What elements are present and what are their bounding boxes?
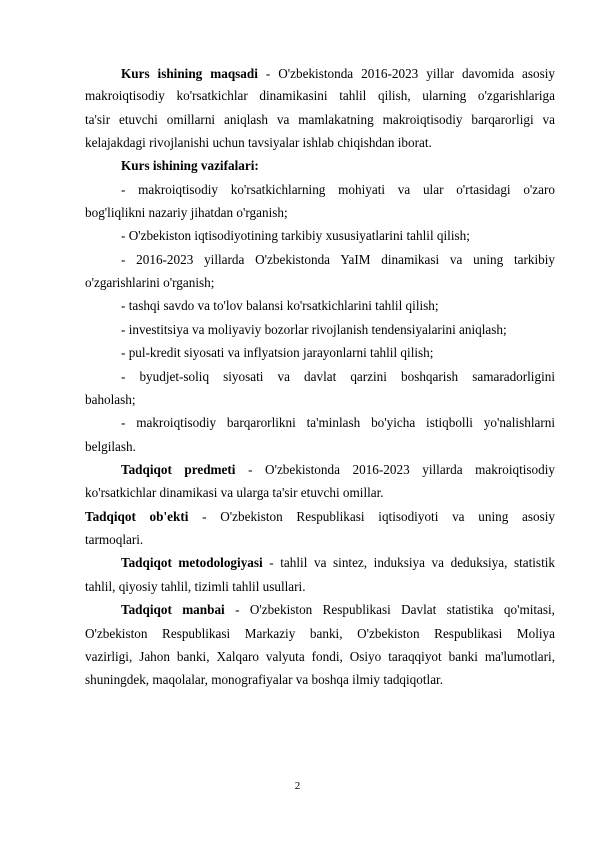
purpose-line-3: ta'sir etuvchi omillarni aniqlash va mamlakatning makroiqtisodiy barqarorligi va bbox=[85, 112, 555, 127]
source-line-4: shuningdek, maqolalar, monografiyalar va boshqa ilmiy tadqiqotlar. bbox=[85, 672, 444, 687]
purpose-text: - O'zbekistonda 2016-2023 yillar davomida asosiy bbox=[257, 66, 555, 81]
purpose-label: Kurs ishining maqsadi bbox=[121, 66, 258, 81]
source-text: - O'zbekiston Respublikasi Davlat statistika qo'mitasi, bbox=[224, 602, 555, 617]
task-7-line-2: baholash; bbox=[85, 392, 136, 407]
source-line-2: O'zbekiston Respublikasi Markaziy banki, O'zbekiston Respublikasi Moliya bbox=[85, 626, 555, 641]
tasks-heading: Kurs ishining vazifalari: bbox=[121, 158, 259, 173]
task-8-line-1: - makroiqtisodiy barqarorlikni ta'minlash bo'yicha istiqbolli yo'nalishlarni bbox=[121, 415, 555, 430]
task-6: - pul-kredit siyosati va inflyatsion jarayonlarni tahlil qilish; bbox=[121, 345, 434, 360]
subject-text: - O'zbekistonda 2016-2023 yillarda makroiqtisodiy bbox=[235, 462, 555, 477]
task-3-line-1: - 2016-2023 yillarda O'zbekistonda YaIM dinamikasi va uning tarkibiy bbox=[121, 252, 555, 267]
task-5: - investitsiya va moliyaviy bozorlar rivojlanish tendensiyalarini aniqlash; bbox=[121, 322, 507, 337]
purpose-line-2: makroiqtisodiy ko'rsatkichlar dinamikasini tahlil qilish, ularning o'zgarishlariga bbox=[85, 88, 555, 103]
task-3-line-2: o'zgarishlarini o'rganish; bbox=[85, 275, 215, 290]
object-line-1 bbox=[85, 507, 555, 527]
task-1-line-1: - makroiqtisodiy ko'rsatkichlarning mohiyati va ular o'rtasidagi o'zaro bbox=[121, 182, 555, 197]
subject-line-2: ko'rsatkichlar dinamikasi va ularga ta'sir etuvchi omillar. bbox=[85, 485, 384, 500]
task-8-line-2: belgilash. bbox=[85, 439, 136, 454]
method-text: - tahlil va sintez, induksiya va deduksiya, statistik bbox=[262, 555, 555, 570]
object-text: - O'zbekiston Respublikasi iqtisodiyoti va uning asosiy bbox=[188, 509, 555, 524]
source-label: Tadqiqot manbai bbox=[121, 602, 225, 617]
object-label: Tadqiqot ob'ekti bbox=[85, 509, 189, 524]
method-line-2: tahlil, qiyosiy tahlil, tizimli tahlil usullari. bbox=[85, 579, 306, 594]
subject-line-1 bbox=[121, 460, 555, 480]
page-number: 2 bbox=[294, 780, 301, 792]
method-label: Tadqiqot metodologiyasi bbox=[121, 555, 263, 570]
source-line-1 bbox=[121, 600, 555, 620]
object-line-2: tarmoqlari. bbox=[85, 532, 144, 547]
subject-label: Tadqiqot predmeti bbox=[121, 462, 236, 477]
method-line-1 bbox=[121, 553, 555, 573]
source-line-3: vazirligi, Jahon banki, Xalqaro valyuta fondi, Osiyo taraqqiyot banki ma'lumotlari, bbox=[85, 649, 555, 664]
task-7-line-1: - byudjet-soliq siyosati va davlat qarzini boshqarish samaradorligini bbox=[121, 369, 555, 384]
task-4: - tashqi savdo va to'lov balansi ko'rsatkichlarini tahlil qilish; bbox=[121, 298, 439, 313]
task-2: - O'zbekiston iqtisodiyotining tarkibiy xususiyatlarini tahlil qilish; bbox=[121, 228, 470, 243]
task-1-line-2: bog'liqlikni nazariy jihatdan o'rganish; bbox=[85, 205, 288, 220]
purpose-line-4: kelajakdagi rivojlanishi uchun tavsiyalar ishlab chiqishdan iborat. bbox=[85, 135, 432, 150]
purpose-line-1 bbox=[121, 64, 555, 84]
